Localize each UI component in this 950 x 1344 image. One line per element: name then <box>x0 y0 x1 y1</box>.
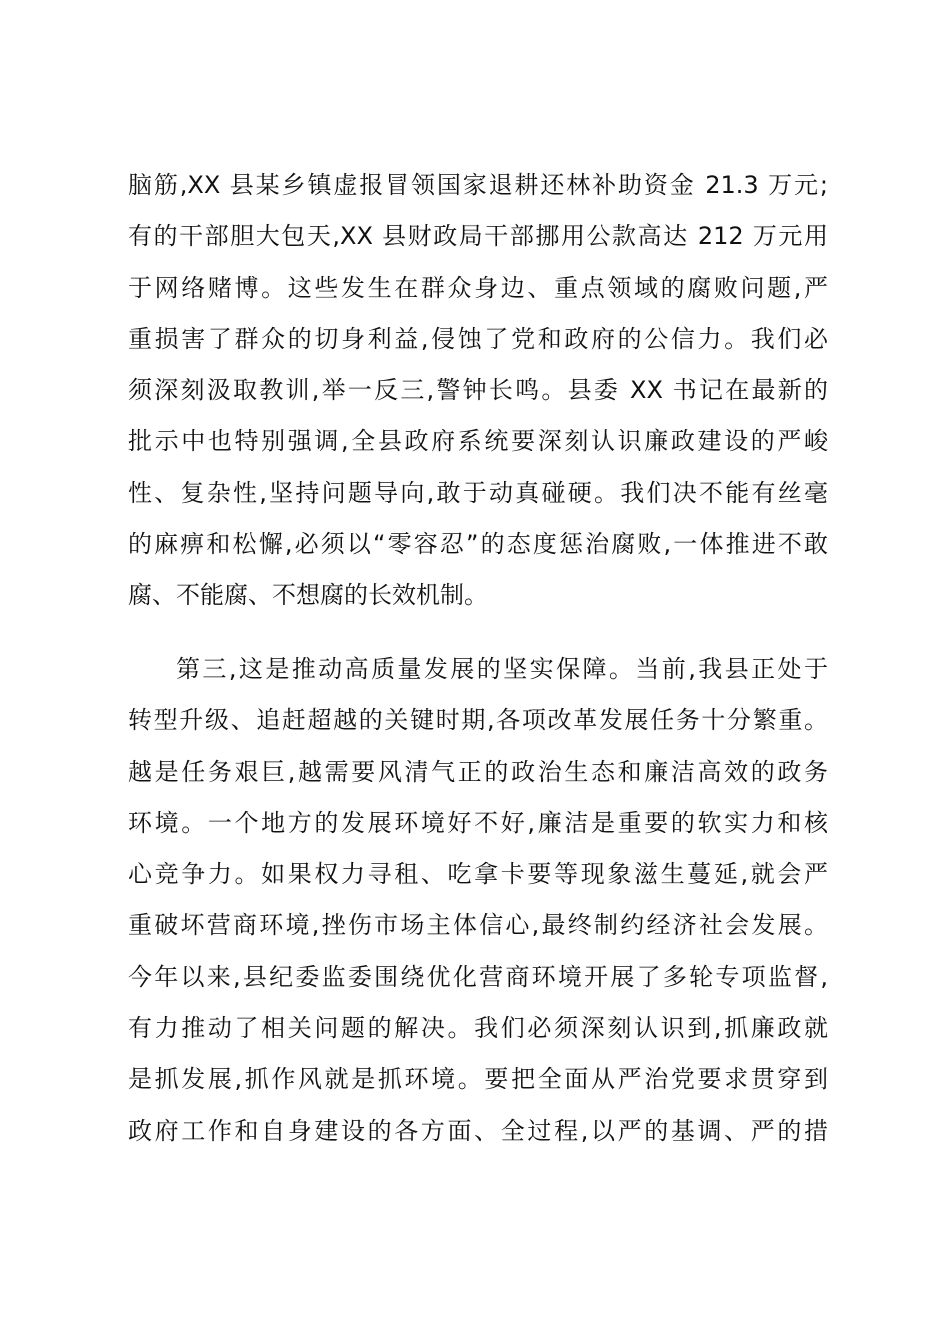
paragraph-2-line: 转型升级、追赶超越的关键时期,各项改革发展任务十分繁重。 <box>128 706 828 735</box>
paragraph-2-line: 环境。一个地方的发展环境好不好,廉洁是重要的软实力和核 <box>128 808 828 837</box>
paragraph-1-line: 重损害了群众的切身利益,侵蚀了党和政府的公信力。我们必 <box>128 324 828 353</box>
paragraph-1-line: 批示中也特别强调,全县政府系统要深刻认识廉政建设的严峻 <box>128 427 828 456</box>
paragraph-2-line: 有力推动了相关问题的解决。我们必须深刻认识到,抓廉政就 <box>128 1014 828 1043</box>
paragraph-2-line: 今年以来,县纪委监委围绕优化营商环境开展了多轮专项监督, <box>128 962 828 991</box>
paragraph-2-line: 是抓发展,抓作风就是抓环境。要把全面从严治党要求贯穿到 <box>128 1065 828 1094</box>
paragraph-2-line: 第三,这是推动高质量发展的坚实保障。当前,我县正处于 <box>176 655 828 683</box>
paragraph-1-line: 有的干部胆大包天,XX 县财政局干部挪用公款高达 212 万元用 <box>128 222 828 251</box>
paragraph-2-line: 政府工作和自身建设的各方面、全过程,以严的基调、严的措 <box>128 1116 828 1145</box>
paragraph-2 <box>128 644 828 1157</box>
paragraph-1-line: 脑筋,XX 县某乡镇虚报冒领国家退耕还林补助资金 21.3 万元; <box>128 171 828 199</box>
paragraph-1-line: 须深刻汲取教训,举一反三,警钟长鸣。县委 XX 书记在最新的 <box>128 376 828 405</box>
paragraph-1-line: 的麻痹和松懈,必须以“零容忍”的态度惩治腐败,一体推进不敢 <box>128 530 828 559</box>
paragraph-1-line: 腐、不能腐、不想腐的长效机制。 <box>128 581 488 610</box>
paragraph-1 <box>128 160 828 622</box>
paragraph-1-line: 于网络赌博。这些发生在群众身边、重点领域的腐败问题,严 <box>128 273 828 302</box>
paragraph-2-line: 心竞争力。如果权力寻租、吃拿卡要等现象滋生蔓延,就会严 <box>128 860 828 889</box>
paragraph-2-line: 越是任务艰巨,越需要风清气正的政治生态和廉洁高效的政务 <box>128 757 828 786</box>
paragraph-1-line: 性、复杂性,坚持问题导向,敢于动真碰硬。我们决不能有丝毫 <box>128 478 828 507</box>
paragraph-2-line: 重破坏营商环境,挫伤市场主体信心,最终制约经济社会发展。 <box>128 911 828 940</box>
